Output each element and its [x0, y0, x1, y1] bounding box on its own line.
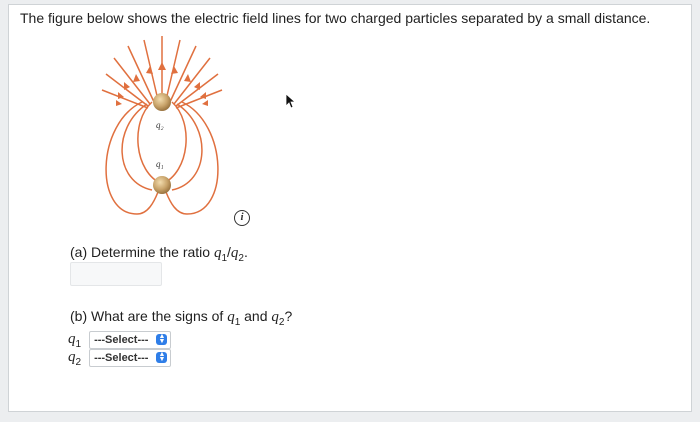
- updown-arrow-icon: ▲ ▼: [156, 352, 167, 363]
- mouse-pointer-icon: [285, 93, 297, 109]
- ratio-answer-input[interactable]: [70, 262, 162, 286]
- part-a-question: (a) Determine the ratio $q_1/q_2$.: [70, 244, 248, 264]
- q1-sign-label: $q_1$: [68, 331, 82, 350]
- q2-particle: [153, 93, 171, 111]
- q2-sign-select[interactable]: ---Select--- ▲ ▼: [89, 349, 171, 367]
- info-icon[interactable]: i: [234, 210, 250, 226]
- question-prompt: The figure below shows the electric field lines for two charged particles separated by a small distance.: [20, 10, 651, 26]
- q2-sign-row: [68, 348, 171, 368]
- q1-particle: [153, 176, 171, 194]
- field-lines-figure: [92, 32, 232, 222]
- q2-label: q₂: [156, 120, 164, 130]
- q2-sign-label: $q_2$: [68, 349, 82, 368]
- part-b-question: (b) What are the signs of $q_1$ and $q_2$?: [70, 308, 293, 328]
- q1-sign-row: [68, 330, 171, 350]
- updown-arrow-icon: ▲ ▼: [156, 334, 167, 345]
- q1-label: q₁: [156, 159, 164, 169]
- q1-sign-select[interactable]: ---Select--- ▲ ▼: [89, 331, 171, 349]
